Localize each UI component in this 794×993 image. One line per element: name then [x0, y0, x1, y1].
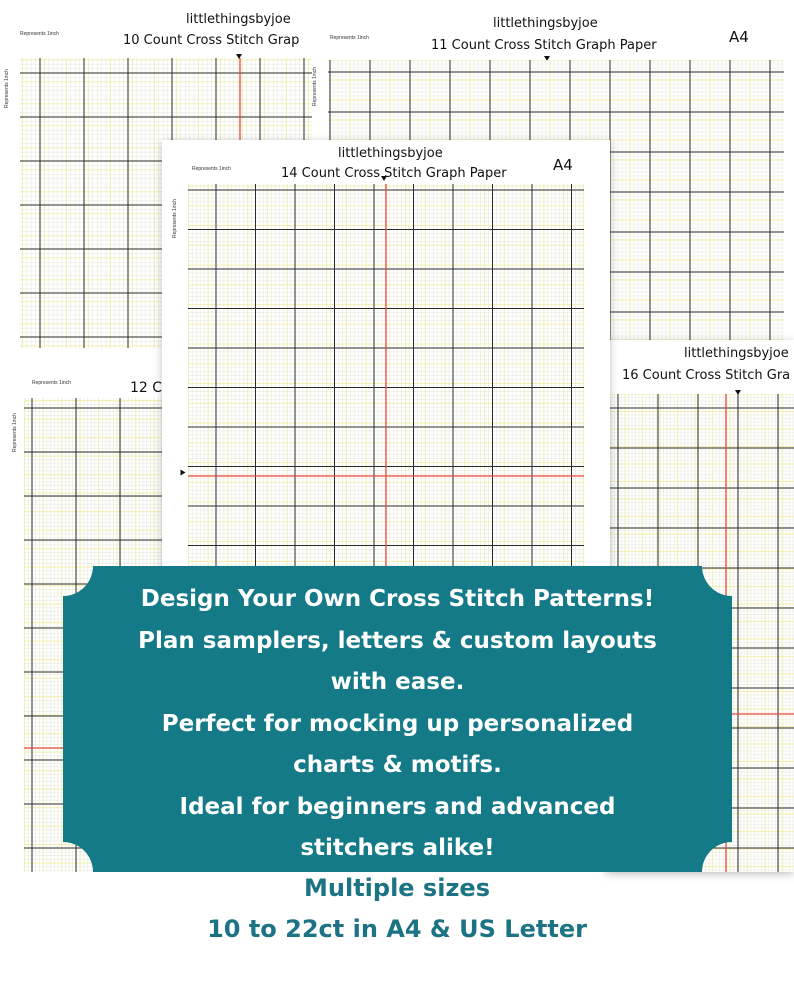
banner-line: with ease.	[330, 669, 465, 695]
represents-label: Represents 1inch	[330, 35, 369, 41]
banner-text	[63, 579, 732, 870]
promo-banner	[63, 566, 732, 872]
represents-label: Represents 1inch	[32, 380, 71, 386]
graph-paper-14-count	[162, 140, 610, 580]
sheet-title: 11 Count Cross Stitch Graph Paper	[431, 38, 657, 53]
sheet-title: 10 Count Cross Stitch Grap	[123, 33, 300, 48]
banner-line: Perfect for mocking up personalized	[161, 710, 634, 737]
represents-label: Represents 1inch	[20, 31, 59, 37]
banner-line: Plan samplers, letters & custom layouts	[138, 627, 657, 654]
represents-label-vertical: Represents 1inch	[12, 413, 18, 452]
banner-line: Ideal for beginners and advanced	[179, 793, 616, 820]
sheet-brand: littlethingsbyjoe	[684, 346, 789, 361]
side-marker	[181, 470, 186, 476]
represents-label-vertical: Represents 1inch	[172, 199, 178, 238]
banner-line: Design Your Own Cross Stitch Patterns!	[140, 586, 655, 612]
banner-line: stitchers alike!	[300, 835, 495, 861]
represents-label-vertical: Represents 1inch	[4, 69, 10, 108]
sheet-title: 16 Count Cross Stitch Gra	[622, 368, 791, 383]
represents-label: Represents 1inch	[192, 166, 231, 172]
footer-sizes-heading: Multiple sizes	[304, 874, 490, 902]
sheet-brand: littlethingsbyjoe	[338, 146, 443, 161]
sheet-title: 14 Count Cross Stitch Graph Paper	[281, 166, 507, 181]
sheet-size: A4	[729, 28, 749, 46]
represents-label-vertical: Represents 1inch	[312, 67, 318, 106]
center-marker	[381, 176, 387, 181]
sheet-size: A4	[553, 156, 573, 174]
footer-sizes-detail: 10 to 22ct in A4 & US Letter	[207, 915, 587, 943]
stitch-grid	[188, 184, 584, 580]
sheet-title: 12 C	[130, 380, 163, 396]
sheet-brand: littlethingsbyjoe	[186, 12, 291, 27]
banner-line: charts & motifs.	[293, 752, 502, 778]
sheet-brand: littlethingsbyjoe	[493, 16, 598, 31]
